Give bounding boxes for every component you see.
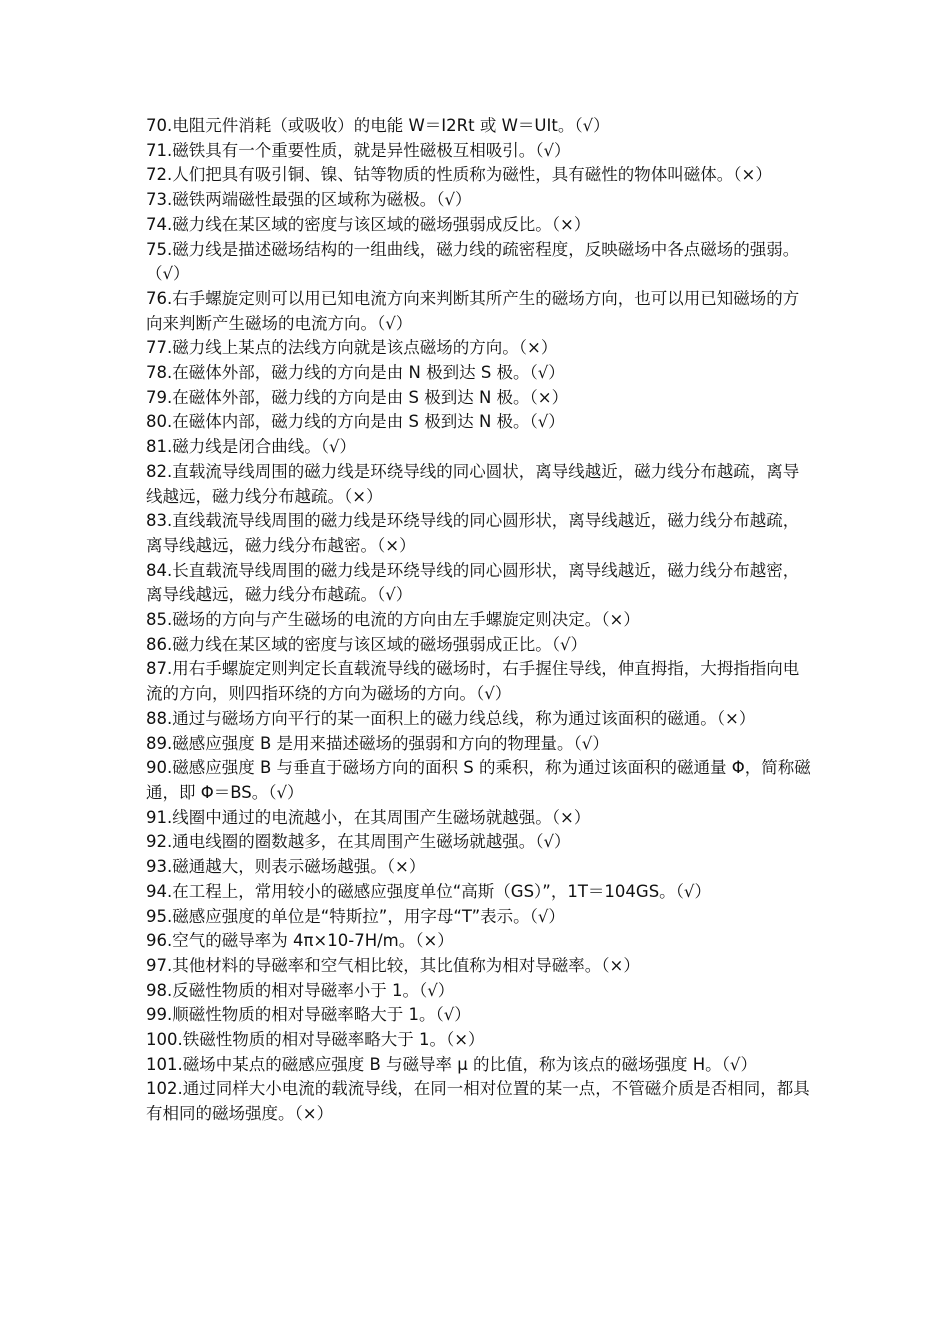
list-item: 84.长直载流导线周围的磁力线是环绕导线的同心圆形状，离导线越近，磁力线分布越密，离导线越远，磁力线分布越疏。（√）	[146, 560, 800, 605]
list-item: 71.磁铁具有一个重要性质，就是异性磁极互相吸引。（√）	[146, 140, 571, 160]
question-list	[146, 114, 812, 1127]
list-item: 88.通过与磁场方向平行的某一面积上的磁力线总线，称为通过该面积的磁通。（×）	[146, 708, 756, 728]
list-item: 77.磁力线上某点的法线方向就是该点磁场的方向。（×）	[146, 338, 558, 358]
list-item: 91.线圈中通过的电流越小，在其周围产生磁场就越强。（×）	[146, 807, 591, 827]
list-item: 86.磁力线在某区域的密度与该区域的磁场强弱成正比。（√）	[146, 634, 588, 654]
list-item: 100.铁磁性物质的相对导磁率略大于 1。（×）	[146, 1030, 485, 1050]
list-item: 72.人们把具有吸引铜、镍、钴等物质的性质称为磁性，具有磁性的物体叫磁体。（×）	[146, 165, 772, 185]
list-item: 83.直线载流导线周围的磁力线是环绕导线的同心圆形状，离导线越近，磁力线分布越疏，离导线越远，磁力线分布越密。（×）	[146, 511, 800, 555]
list-item: 93.磁通越大，则表示磁场越强。（×）	[146, 857, 426, 877]
list-item: 90.磁感应强度 B 与垂直于磁场方向的面积 S 的乘积，称为通过该面积的磁通量 Φ，简称磁通，即 Φ＝BS。（√）	[146, 758, 811, 802]
list-item: 76.右手螺旋定则可以用已知电流方向来判断其所产生的磁场方向，也可以用已知磁场的方向来判断产生磁场的电流方向。（√）	[146, 288, 800, 333]
list-item: 99.顺磁性物质的相对导磁率略大于 1。（√）	[146, 1005, 471, 1025]
list-item: 75.磁力线是描述磁场结构的一组曲线，磁力线的疏密程度，反映磁场中各点磁场的强弱。（√）	[146, 239, 800, 284]
list-item: 87.用右手螺旋定则判定长直载流导线的磁场时，右手握住导线，伸直拇指，大拇指指向电流的方向，则四指环绕的方向为磁场的方向。（√）	[146, 659, 800, 704]
list-item: 82.直载流导线周围的磁力线是环绕导线的同心圆状，离导线越近，磁力线分布越疏，离导线越远，磁力线分布越疏。（×）	[146, 461, 800, 506]
list-item: 74.磁力线在某区域的密度与该区域的磁场强弱成反比。（×）	[146, 214, 591, 234]
list-item: 89.磁感应强度 B 是用来描述磁场的强弱和方向的物理量。（√）	[146, 733, 609, 753]
list-item: 97.其他材料的导磁率和空气相比较，其比值称为相对导磁率。（×）	[146, 955, 640, 975]
list-item: 98.反磁性物质的相对导磁率小于 1。（√）	[146, 980, 455, 1000]
list-item: 94.在工程上，常用较小的磁感应强度单位“高斯（GS）”，1T＝104GS。（√）	[146, 881, 711, 901]
list-item: 95.磁感应强度的单位是“特斯拉”，用字母“T”表示。（√）	[146, 906, 565, 926]
list-item: 85.磁场的方向与产生磁场的电流的方向由左手螺旋定则决定。（×）	[146, 610, 640, 630]
list-item: 81.磁力线是闭合曲线。（√）	[146, 437, 357, 457]
list-item: 80.在磁体内部，磁力线的方向是由 S 极到达 N 极。（√）	[146, 412, 565, 432]
list-item: 78.在磁体外部，磁力线的方向是由 N 极到达 S 极。（√）	[146, 363, 565, 383]
list-item: 70.电阻元件消耗（或吸收）的电能 W＝I2Rt 或 W＝UIt。（√）	[146, 116, 610, 135]
list-item: 73.磁铁两端磁性最强的区域称为磁极。（√）	[146, 190, 472, 210]
list-item: 101.磁场中某点的磁感应强度 B 与磁导率 μ 的比值，称为该点的磁场强度 H。（√）	[146, 1054, 757, 1074]
list-item: 96.空气的磁导率为 4π×10-7H/m。（×）	[146, 931, 454, 951]
list-item: 79.在磁体外部，磁力线的方向是由 S 极到达 N 极。（×）	[146, 387, 569, 407]
list-item: 92.通电线圈的圈数越多，在其周围产生磁场就越强。（√）	[146, 832, 571, 852]
list-item: 102.通过同样大小电流的载流导线，在同一相对位置的某一点，不管磁介质是否相同，都具有相同的磁场强度。（×）	[146, 1079, 810, 1124]
